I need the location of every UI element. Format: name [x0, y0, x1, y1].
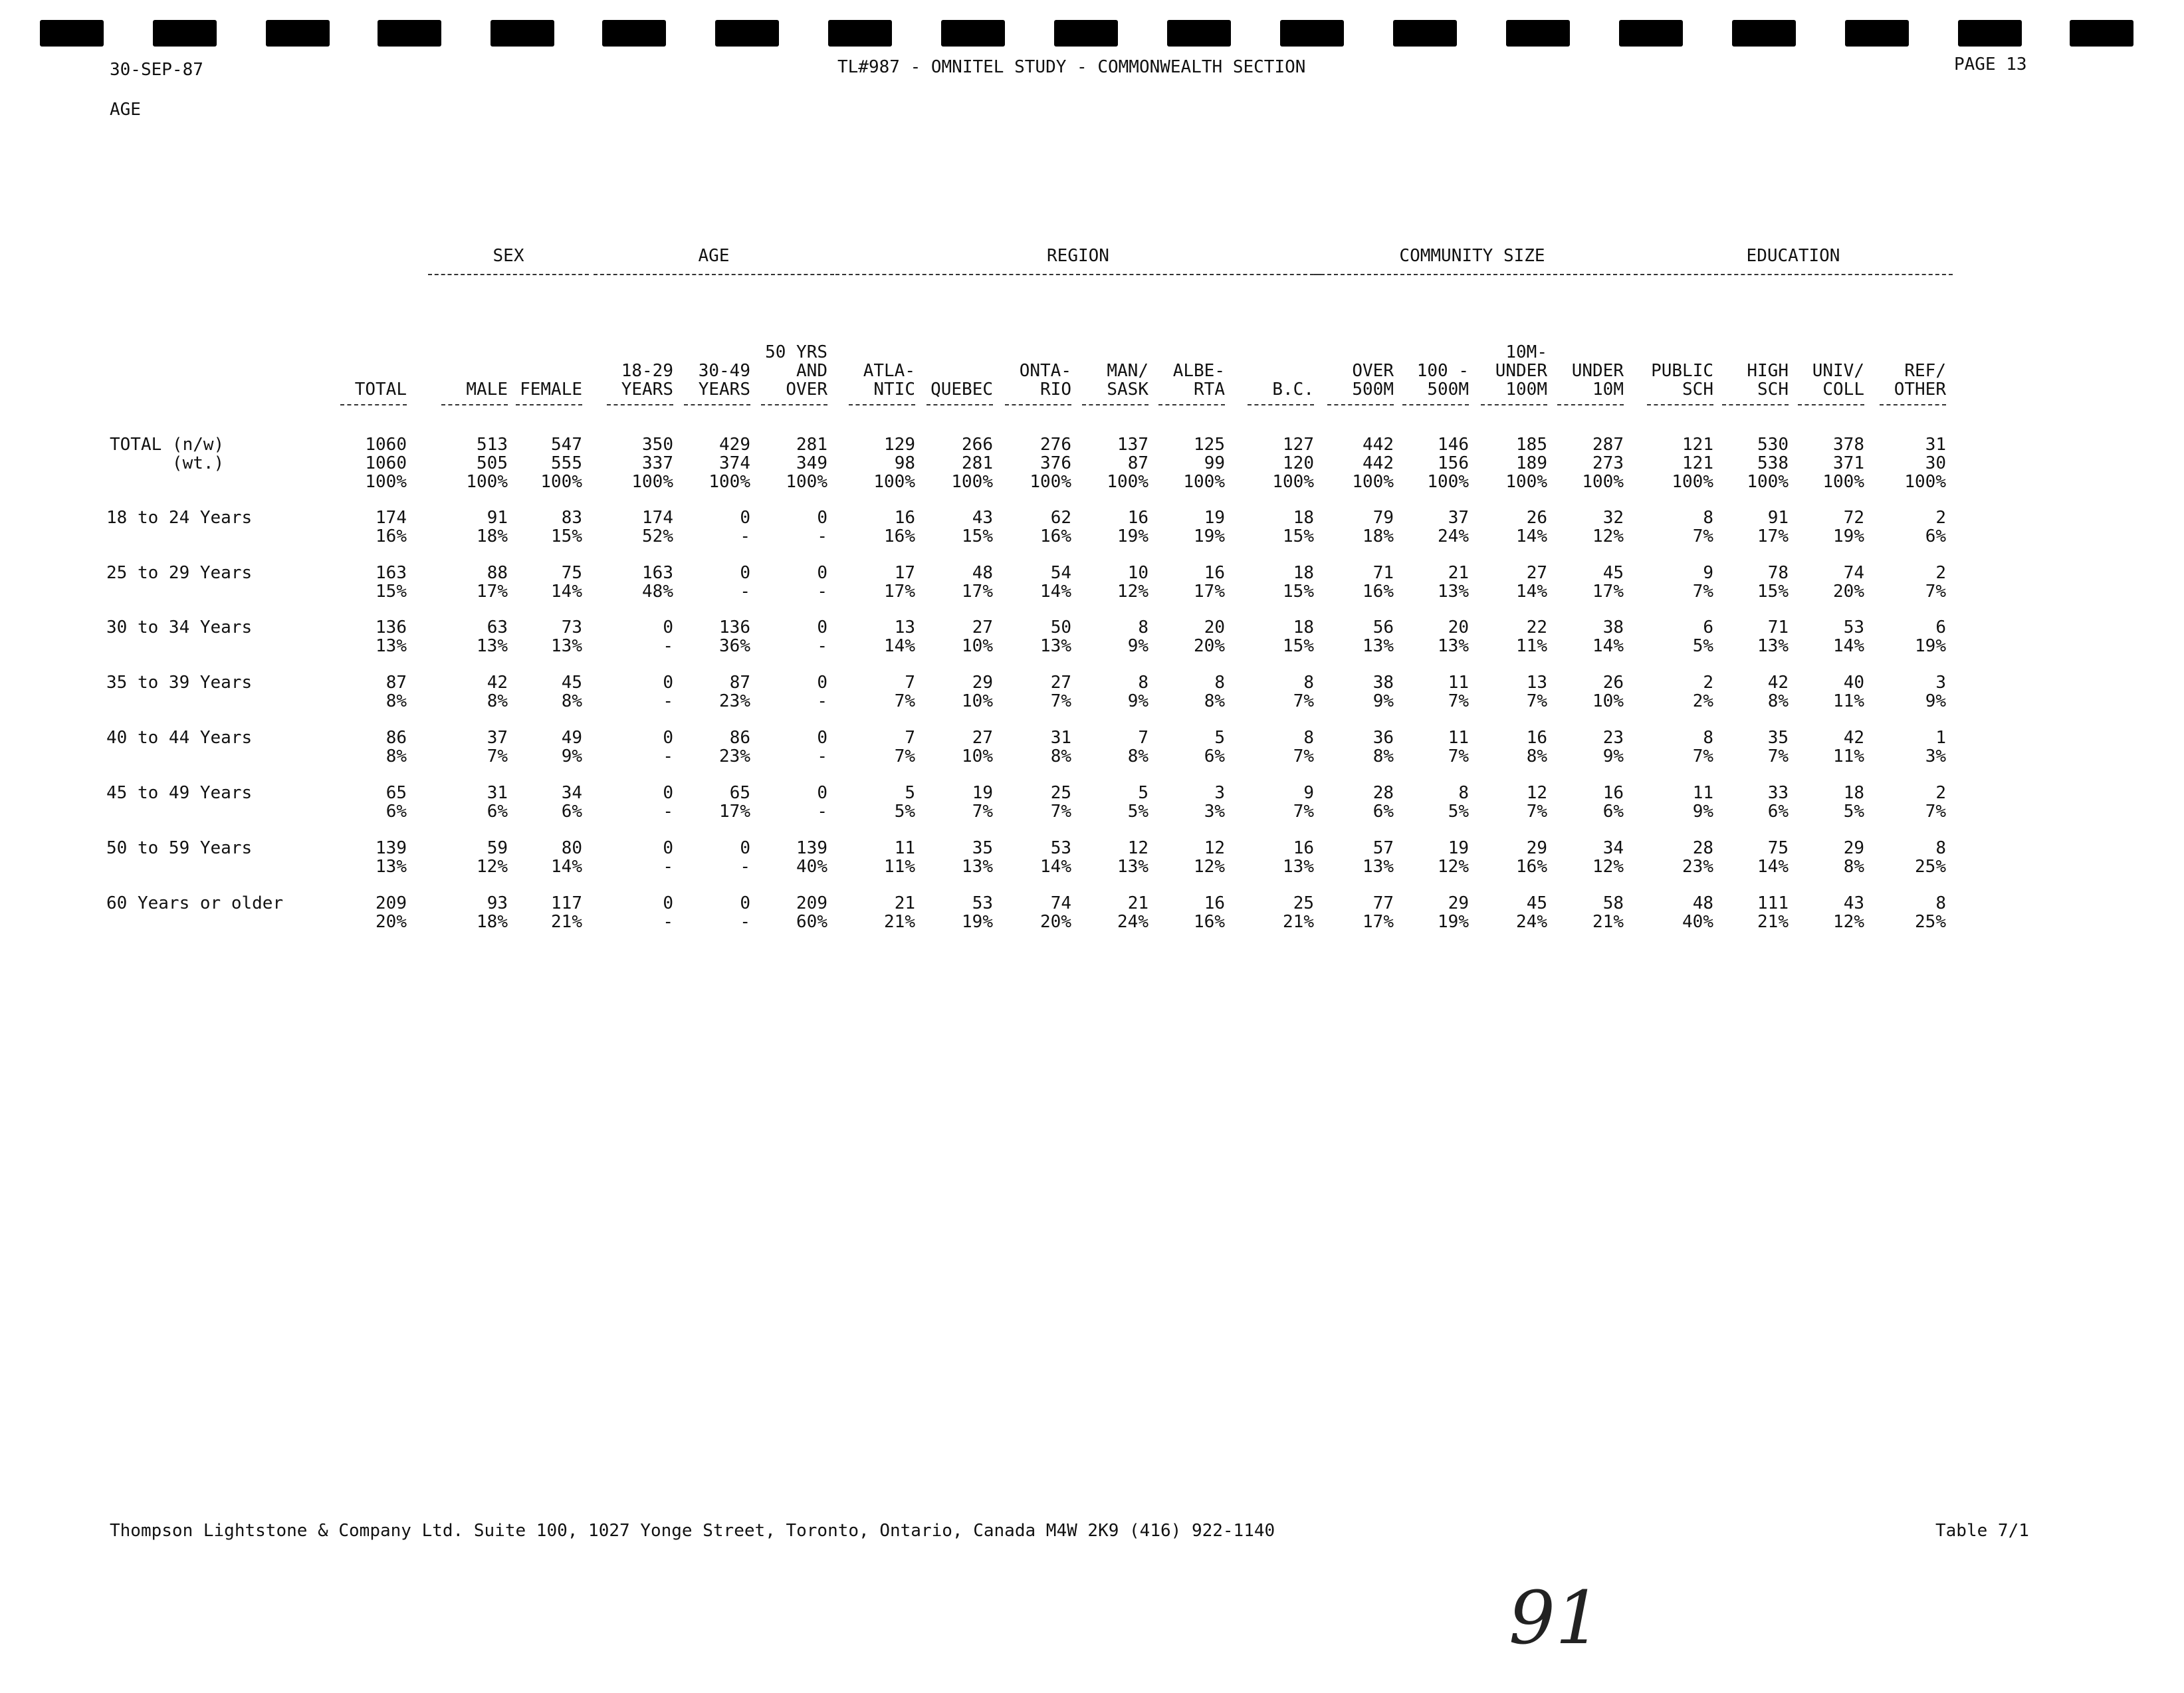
table-cell: 62 16%: [1040, 508, 1071, 546]
column-underline: [927, 404, 993, 405]
column-underline: [1481, 404, 1547, 405]
table-cell: 429 374 100%: [709, 435, 750, 492]
table-cell: 547 555 100%: [540, 435, 582, 492]
table-cell: 35 7%: [1767, 728, 1789, 766]
table-cell: 8 9%: [1127, 673, 1148, 711]
table-cell: 53 14%: [1040, 838, 1071, 877]
table-cell: 29 8%: [1843, 838, 1864, 877]
table-cell: 74 20%: [1040, 893, 1071, 932]
table-cell: 3 3%: [1204, 783, 1225, 822]
print-date: 30-SEP-87: [110, 60, 203, 80]
table-cell: 139 13%: [376, 838, 407, 877]
table-cell: 0 -: [817, 728, 827, 766]
table-cell: 26 10%: [1592, 673, 1624, 711]
tractor-hole: [941, 20, 1005, 47]
table-cell: 146 156 100%: [1427, 435, 1469, 492]
table-cell: 6 19%: [1915, 618, 1946, 656]
row-label: 45 to 49 Years: [106, 783, 253, 803]
table-cell: 287 273 100%: [1582, 435, 1624, 492]
tractor-hole: [1393, 20, 1457, 47]
tractor-hole: [1732, 20, 1796, 47]
group-underline: [1634, 274, 1953, 275]
table-cell: 28 23%: [1682, 838, 1713, 877]
table-cell: 9 7%: [1692, 563, 1713, 602]
column-header: UNIV/ COLL: [1812, 361, 1864, 399]
column-underline: [1005, 404, 1071, 405]
table-cell: 31 8%: [1050, 728, 1071, 766]
table-cell: 0 -: [817, 508, 827, 546]
group-header: SEX: [492, 246, 524, 266]
table-cell: 8 7%: [1293, 673, 1314, 711]
group-underline: [835, 274, 1321, 275]
table-cell: 185 189 100%: [1505, 435, 1547, 492]
column-underline: [1557, 404, 1624, 405]
column-underline: [1722, 404, 1789, 405]
table-cell: 8 5%: [1448, 783, 1469, 822]
table-cell: 42 11%: [1833, 728, 1864, 766]
table-cell: 17 17%: [884, 563, 915, 602]
table-cell: 18 5%: [1843, 783, 1864, 822]
table-cell: 13 7%: [1526, 673, 1547, 711]
table-cell: 0 -: [740, 508, 750, 546]
table-cell: 0 -: [740, 893, 750, 932]
handwritten-page-number: 91: [1509, 1575, 1602, 1660]
table-cell: 111 21%: [1757, 893, 1789, 932]
table-cell: 18 15%: [1283, 508, 1314, 546]
table-cell: 65 6%: [385, 783, 407, 822]
table-cell: 88 17%: [477, 563, 508, 602]
table-cell: 91 17%: [1757, 508, 1789, 546]
row-label: 40 to 44 Years: [106, 728, 253, 748]
column-header: 18-29 YEARS: [621, 361, 673, 399]
table-cell: 16 6%: [1602, 783, 1624, 822]
table-cell: 27 14%: [1516, 563, 1547, 602]
column-header: QUEBEC: [930, 380, 993, 399]
table-cell: 11 11%: [884, 838, 915, 877]
table-cell: 0 -: [817, 563, 827, 602]
row-label: TOTAL (n/w) (wt.): [110, 435, 225, 473]
table-cell: 281 349 100%: [786, 435, 827, 492]
table-cell: 26 14%: [1516, 508, 1547, 546]
table-cell: 2 6%: [1925, 508, 1946, 546]
table-cell: 27 7%: [1050, 673, 1071, 711]
group-header: EDUCATION: [1746, 246, 1840, 266]
table-cell: 21 24%: [1117, 893, 1148, 932]
column-header: MALE: [466, 380, 508, 399]
column-header: ONTA- RIO: [1019, 361, 1071, 399]
table-cell: 72 19%: [1833, 508, 1864, 546]
table-cell: 37 7%: [487, 728, 508, 766]
table-cell: 10 12%: [1117, 563, 1148, 602]
column-header: 10M- UNDER 100M: [1495, 342, 1547, 399]
table-cell: 16 17%: [1194, 563, 1225, 602]
table-cell: 25 7%: [1050, 783, 1071, 822]
column-header: 30-49 YEARS: [698, 361, 750, 399]
table-cell: 75 14%: [1757, 838, 1789, 877]
table-cell: 32 12%: [1592, 508, 1624, 546]
tractor-feed-holes: [40, 20, 2133, 47]
table-cell: 27 10%: [962, 618, 993, 656]
table-cell: 7 8%: [1127, 728, 1148, 766]
table-cell: 65 17%: [719, 783, 750, 822]
table-cell: 16 13%: [1283, 838, 1314, 877]
row-label: 25 to 29 Years: [106, 563, 253, 583]
table-cell: 16 16%: [1194, 893, 1225, 932]
table-cell: 77 17%: [1363, 893, 1394, 932]
table-cell: 34 12%: [1592, 838, 1624, 877]
column-header: UNDER 10M: [1571, 361, 1624, 399]
group-underline: [1314, 274, 1630, 275]
table-cell: 29 16%: [1516, 838, 1547, 877]
table-cell: 136 13%: [376, 618, 407, 656]
table-cell: 87 8%: [385, 673, 407, 711]
column-underline: [516, 404, 582, 405]
table-cell: 43 12%: [1833, 893, 1864, 932]
column-header: HIGH SCH: [1747, 361, 1789, 399]
table-cell: 86 8%: [385, 728, 407, 766]
column-underline: [849, 404, 915, 405]
table-cell: 16 19%: [1117, 508, 1148, 546]
row-label: 60 Years or older: [106, 893, 284, 913]
column-header: MAN/ SASK: [1107, 361, 1148, 399]
footer-company: Thompson Lightstone & Company Ltd. Suite 100, 1027 Yonge Street, Toronto, Ontario, Canada M4W 2K9 (416) 922-1140: [110, 1521, 1275, 1541]
table-cell: 87 23%: [719, 673, 750, 711]
table-cell: 378 371 100%: [1822, 435, 1864, 492]
column-underline: [607, 404, 673, 405]
table-cell: 0 -: [663, 838, 673, 877]
table-cell: 11 9%: [1692, 783, 1713, 822]
table-cell: 18 15%: [1283, 563, 1314, 602]
table-cell: 174 52%: [642, 508, 673, 546]
table-cell: 29 10%: [962, 673, 993, 711]
tractor-hole: [1506, 20, 1570, 47]
table-cell: 20 20%: [1194, 618, 1225, 656]
tractor-hole: [40, 20, 104, 47]
table-cell: 21 13%: [1438, 563, 1469, 602]
table-cell: 20 13%: [1438, 618, 1469, 656]
group-underline: [594, 274, 834, 275]
column-underline: [340, 404, 407, 405]
tractor-hole: [715, 20, 779, 47]
tractor-hole: [1280, 20, 1344, 47]
table-cell: 53 19%: [962, 893, 993, 932]
column-underline: [684, 404, 750, 405]
column-header: 100 - 500M: [1416, 361, 1469, 399]
table-cell: 56 13%: [1363, 618, 1394, 656]
table-cell: 0 -: [740, 838, 750, 877]
column-underline: [1082, 404, 1148, 405]
table-cell: 9 7%: [1293, 783, 1314, 822]
table-cell: 0 -: [663, 783, 673, 822]
table-cell: 12 12%: [1194, 838, 1225, 877]
column-underline: [761, 404, 827, 405]
table-cell: 35 13%: [962, 838, 993, 877]
table-cell: 209 20%: [376, 893, 407, 932]
table-cell: 73 13%: [551, 618, 582, 656]
table-cell: 54 14%: [1040, 563, 1071, 602]
table-cell: 16 16%: [884, 508, 915, 546]
tractor-hole: [491, 20, 554, 47]
table-cell: 12 13%: [1117, 838, 1148, 877]
table-cell: 0 -: [663, 618, 673, 656]
column-header: TOTAL: [354, 380, 407, 399]
table-cell: 45 8%: [561, 673, 582, 711]
tractor-hole: [1619, 20, 1683, 47]
page-number: PAGE 13: [1954, 55, 2027, 74]
table-cell: 3 9%: [1925, 673, 1946, 711]
table-cell: 91 18%: [477, 508, 508, 546]
table-cell: 57 13%: [1363, 838, 1394, 877]
table-cell: 80 14%: [551, 838, 582, 877]
table-cell: 28 6%: [1372, 783, 1394, 822]
table-cell: 31 6%: [487, 783, 508, 822]
section-label: AGE: [110, 100, 141, 120]
group-header: COMMUNITY SIZE: [1399, 246, 1545, 266]
row-label: 18 to 24 Years: [106, 508, 253, 528]
table-cell: 21 21%: [884, 893, 915, 932]
table-cell: 16 8%: [1526, 728, 1547, 766]
table-cell: 266 281 100%: [951, 435, 993, 492]
table-cell: 19 7%: [972, 783, 993, 822]
table-cell: 29 19%: [1438, 893, 1469, 932]
tractor-hole: [378, 20, 441, 47]
column-header: PUBLIC SCH: [1651, 361, 1713, 399]
table-cell: 5 5%: [1127, 783, 1148, 822]
column-header: FEMALE: [520, 380, 582, 399]
table-cell: 19 12%: [1438, 838, 1469, 877]
table-cell: 2 7%: [1925, 563, 1946, 602]
table-cell: 121 121 100%: [1672, 435, 1713, 492]
table-cell: 48 40%: [1682, 893, 1713, 932]
table-cell: 42 8%: [1767, 673, 1789, 711]
group-underline: [428, 274, 589, 275]
table-cell: 74 20%: [1833, 563, 1864, 602]
table-cell: 11 7%: [1448, 728, 1469, 766]
group-header: AGE: [698, 246, 730, 266]
row-label: 35 to 39 Years: [106, 673, 253, 693]
table-cell: 513 505 100%: [466, 435, 508, 492]
column-underline: [1402, 404, 1469, 405]
table-cell: 137 87 100%: [1107, 435, 1148, 492]
table-cell: 5 5%: [894, 783, 915, 822]
table-cell: 23 9%: [1602, 728, 1624, 766]
table-cell: 75 14%: [551, 563, 582, 602]
table-cell: 163 15%: [376, 563, 407, 602]
column-header: 50 YRS AND OVER: [765, 342, 827, 399]
column-underline: [441, 404, 508, 405]
table-cell: 50 13%: [1040, 618, 1071, 656]
table-cell: 8 25%: [1915, 838, 1946, 877]
table-cell: 31 30 100%: [1904, 435, 1946, 492]
table-cell: 136 36%: [719, 618, 750, 656]
table-cell: 117 21%: [551, 893, 582, 932]
tractor-hole: [602, 20, 666, 47]
table-cell: 0 -: [663, 893, 673, 932]
table-cell: 1 3%: [1925, 728, 1946, 766]
footer-table-ref: Table 7/1: [1935, 1521, 2029, 1541]
table-cell: 276 376 100%: [1030, 435, 1071, 492]
column-header: ALBE- RTA: [1172, 361, 1225, 399]
table-cell: 129 98 100%: [873, 435, 915, 492]
table-cell: 38 14%: [1592, 618, 1624, 656]
table-cell: 163 48%: [642, 563, 673, 602]
table-cell: 53 14%: [1833, 618, 1864, 656]
table-cell: 45 17%: [1592, 563, 1624, 602]
tractor-hole: [1054, 20, 1118, 47]
table-cell: 8 7%: [1293, 728, 1314, 766]
table-cell: 350 337 100%: [631, 435, 673, 492]
tractor-hole: [1958, 20, 2022, 47]
table-cell: 7 7%: [894, 728, 915, 766]
table-cell: 27 10%: [962, 728, 993, 766]
tractor-hole: [266, 20, 330, 47]
table-cell: 174 16%: [376, 508, 407, 546]
table-cell: 0 -: [817, 783, 827, 822]
table-cell: 19 19%: [1194, 508, 1225, 546]
table-cell: 45 24%: [1516, 893, 1547, 932]
table-cell: 71 16%: [1363, 563, 1394, 602]
table-cell: 8 7%: [1692, 508, 1713, 546]
table-cell: 33 6%: [1767, 783, 1789, 822]
table-cell: 58 21%: [1592, 893, 1624, 932]
table-cell: 530 538 100%: [1747, 435, 1789, 492]
table-cell: 8 8%: [1204, 673, 1225, 711]
table-cell: 127 120 100%: [1272, 435, 1314, 492]
row-label: 30 to 34 Years: [106, 618, 253, 637]
column-underline: [1158, 404, 1225, 405]
table-cell: 8 9%: [1127, 618, 1148, 656]
table-cell: 8 25%: [1915, 893, 1946, 932]
column-header: REF/ OTHER: [1894, 361, 1946, 399]
table-cell: 43 15%: [962, 508, 993, 546]
table-cell: 1060 1060 100%: [365, 435, 407, 492]
table-cell: 63 13%: [477, 618, 508, 656]
table-cell: 38 9%: [1372, 673, 1394, 711]
column-underline: [1248, 404, 1314, 405]
tractor-hole: [153, 20, 217, 47]
table-cell: 6 5%: [1692, 618, 1713, 656]
table-cell: 49 9%: [561, 728, 582, 766]
table-cell: 79 18%: [1363, 508, 1394, 546]
table-cell: 78 15%: [1757, 563, 1789, 602]
column-underline: [1880, 404, 1946, 405]
group-header: REGION: [1047, 246, 1109, 266]
tractor-hole: [828, 20, 892, 47]
column-header: OVER 500M: [1352, 361, 1394, 399]
table-cell: 83 15%: [551, 508, 582, 546]
table-cell: 34 6%: [561, 783, 582, 822]
table-cell: 13 14%: [884, 618, 915, 656]
table-cell: 125 99 100%: [1183, 435, 1225, 492]
tractor-hole: [1167, 20, 1231, 47]
table-cell: 93 18%: [477, 893, 508, 932]
table-cell: 209 60%: [796, 893, 827, 932]
table-cell: 11 7%: [1448, 673, 1469, 711]
table-cell: 7 7%: [894, 673, 915, 711]
table-cell: 59 12%: [477, 838, 508, 877]
table-cell: 2 2%: [1692, 673, 1713, 711]
table-cell: 40 11%: [1833, 673, 1864, 711]
tractor-hole: [1845, 20, 1909, 47]
table-cell: 86 23%: [719, 728, 750, 766]
table-cell: 0 -: [740, 563, 750, 602]
table-cell: 22 11%: [1516, 618, 1547, 656]
table-cell: 139 40%: [796, 838, 827, 877]
row-label: 50 to 59 Years: [106, 838, 253, 858]
table-cell: 0 -: [663, 728, 673, 766]
tractor-hole: [2070, 20, 2133, 47]
column-header: B.C.: [1272, 380, 1314, 399]
table-cell: 442 442 100%: [1352, 435, 1394, 492]
table-cell: 0 -: [817, 618, 827, 656]
table-cell: 0 -: [817, 673, 827, 711]
table-cell: 8 7%: [1692, 728, 1713, 766]
table-cell: 2 7%: [1925, 783, 1946, 822]
table-cell: 37 24%: [1438, 508, 1469, 546]
table-cell: 12 7%: [1526, 783, 1547, 822]
table-cell: 5 6%: [1204, 728, 1225, 766]
column-underline: [1798, 404, 1864, 405]
column-underline: [1327, 404, 1394, 405]
table-cell: 0 -: [663, 673, 673, 711]
table-cell: 48 17%: [962, 563, 993, 602]
column-header: ATLA- NTIC: [863, 361, 915, 399]
report-title: TL#987 - OMNITEL STUDY - COMMONWEALTH SECTION: [837, 57, 1306, 77]
column-underline: [1647, 404, 1713, 405]
table-cell: 36 8%: [1372, 728, 1394, 766]
table-cell: 25 21%: [1283, 893, 1314, 932]
table-cell: 71 13%: [1757, 618, 1789, 656]
table-cell: 42 8%: [487, 673, 508, 711]
table-cell: 18 15%: [1283, 618, 1314, 656]
